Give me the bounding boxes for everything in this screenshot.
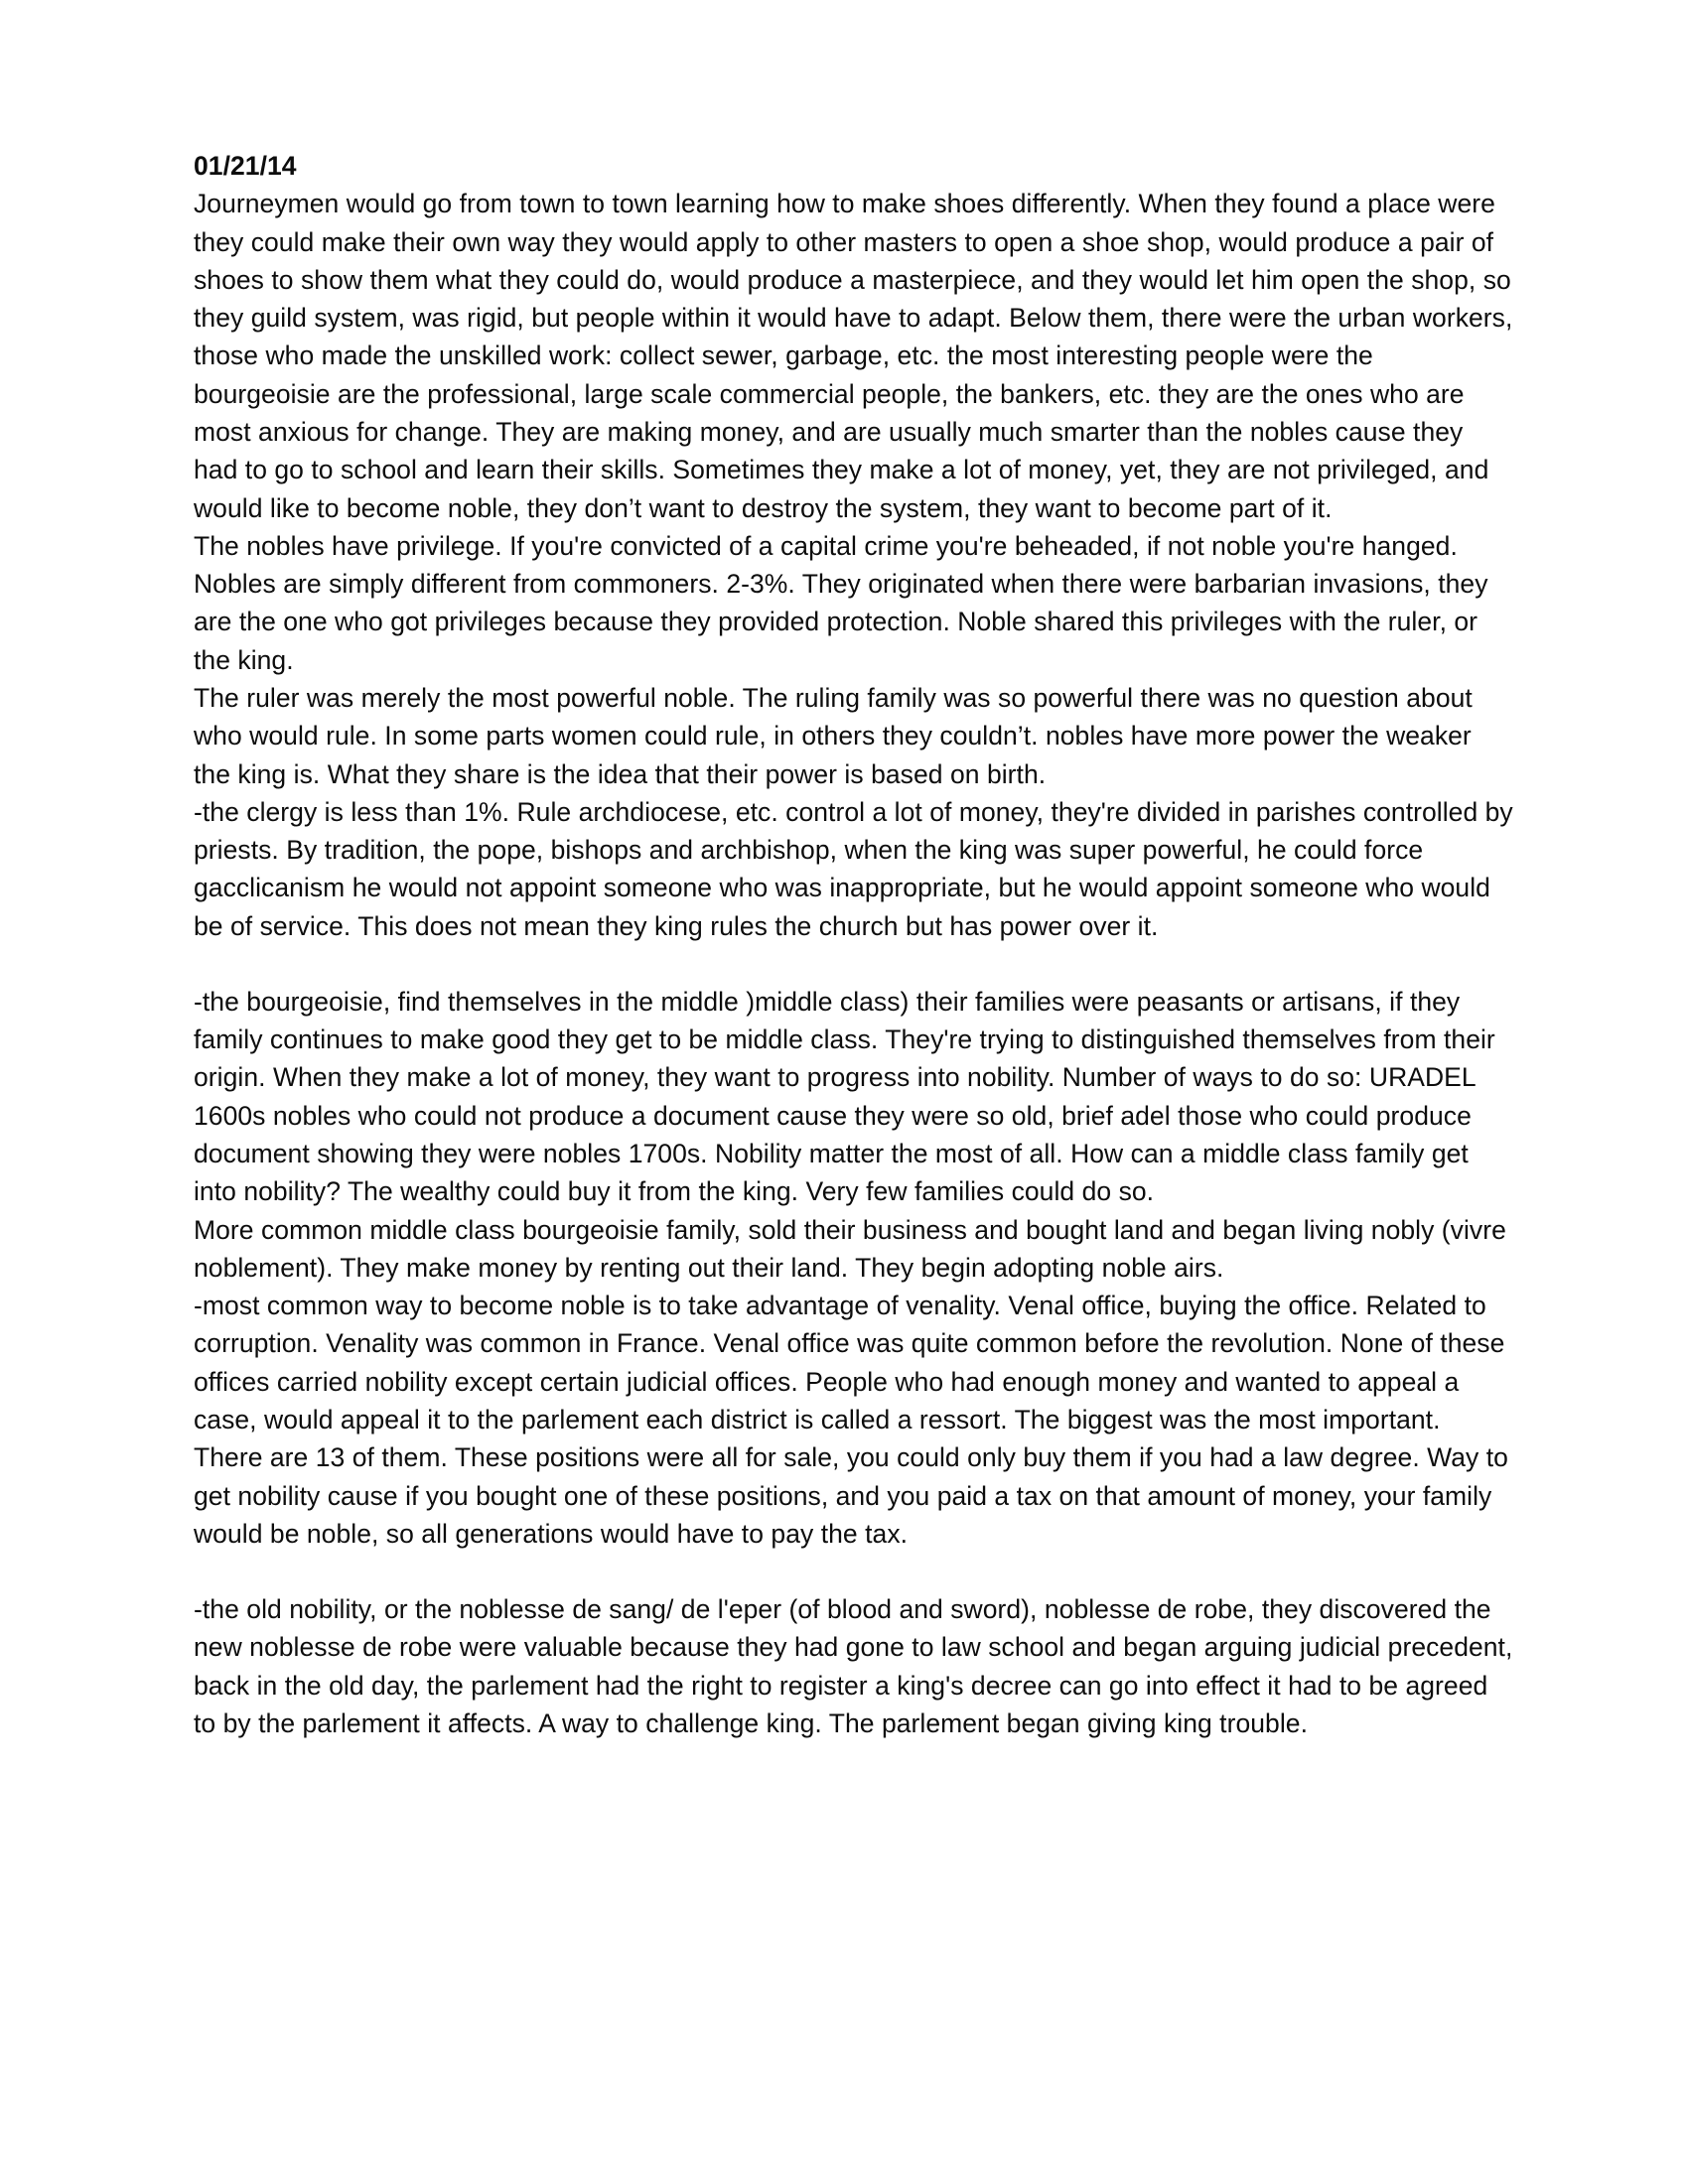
date-heading: 01/21/14 [194, 151, 297, 181]
paragraph-1: Journeymen would go from town to town learning how to make shoes differently. When they found a place were they could make their own way they would apply to other masters to open a shoe shop, would produce a pair of shoes to show them what they could do, would produce a masterpiece, and they would let him open the shop, so they guild system, was rigid, but people within it would have to adapt. Below them, there were the urban workers, those who made the unskilled work: collect sewer, garbage, etc. the most interesting people were the bourgeoisie are the professional, large scale commercial people, the bankers, etc. they are the ones who are most anxious for change. They are making money, and are usually much smarter than the nobles cause they had to go to school and learn their skills. Sometimes they make a lot of money, yet, they are not privileged, and would like to become noble, they don’t want to destroy the system, they want to become part of it. [194, 189, 1513, 523]
paragraph-4: -the clergy is less than 1%. Rule archdiocese, etc. control a lot of money, they're divided in parishes controlled by priests. By tradition, the pope, bishops and archbishop, when the king was super powerful, he could force gacclicanism he would not appoint someone who was inappropriate, but he would appoint someone who would be of service. This does not mean they king rules the church but has power over it. [194, 796, 1513, 941]
paragraph-7: -most common way to become noble is to take advantage of venality. Venal office, buying the office. Related to corruption. Venality was common in France. Venal office was quite common before the revolution. None of these offices carried nobility except certain judicial offices. People who had enough money and wanted to appeal a case, would appeal it to the parlement each district is called a ressort. The biggest was the most important. There are 13 of them. These positions were all for sale, you could only buy them if you had a law degree. Way to get nobility cause if you bought one of these positions, and you paid a tax on that amount of money, your family would be noble, so all generations would have to pay the tax. [194, 1291, 1508, 1549]
paragraph-5: -the bourgeoisie, find themselves in the middle )middle class) their families were peasants or artisans, if they family continues to make good they get to be middle class. They're trying to distinguished themselves from their origin. When they make a lot of money, they want to progress into nobility. Number of ways to do so: URADEL 1600s nobles who could not produce a document cause they were so old, brief adel those who could produce document showing they were nobles 1700s. Nobility matter the most of all. How can a middle class family get into nobility? The wealthy could buy it from the king. Very few families could do so. [194, 986, 1495, 1207]
paragraph-6: More common middle class bourgeoisie family, sold their business and bought land and began living nobly (vivre noblement). They make money by renting out their land. They begin adopting noble airs. [194, 1214, 1506, 1283]
paragraph-2: The nobles have privilege. If you're convicted of a capital crime you're beheaded, if not noble you're hanged. Nobles are simply different from commoners. 2-3%. They originated when there were barbarian invasions, they are the one who got privileges because they provided protection. Noble shared this privileges with the ruler, or the king. [194, 530, 1488, 675]
document-body [194, 147, 1514, 1742]
paragraph-8: -the old nobility, or the noblesse de sang/ de l'eper (of blood and sword), noblesse de robe, they discovered the new noblesse de robe were valuable because they had gone to law school and began arguing judicial precedent, back in the old day, the parlement had the right to register a king's decree can go into effect it had to be agreed to by the parlement it affects. A way to challenge king. The parlement began giving king trouble. [194, 1594, 1513, 1738]
paragraph-spacer-2 [194, 1553, 1514, 1590]
paragraph-3: The ruler was merely the most powerful noble. The ruling family was so powerful there was no question about who would rule. In some parts women could rule, in others they couldn’t. nobles have more power the weaker the king is. What they share is the idea that their power is based on birth. [194, 682, 1473, 789]
paragraph-spacer-1 [194, 945, 1514, 983]
